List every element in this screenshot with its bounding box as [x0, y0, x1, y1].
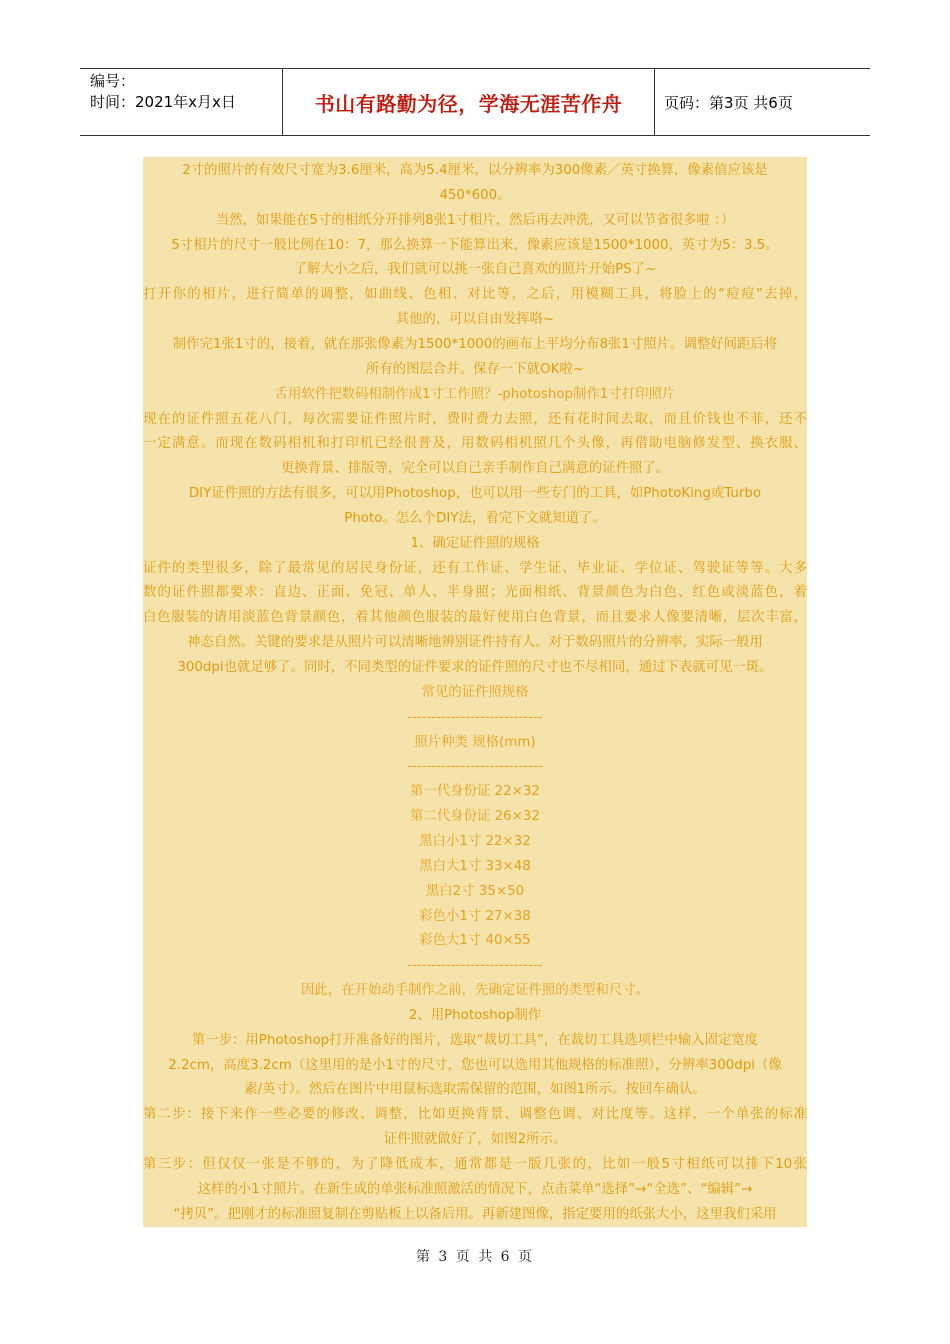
document-body	[143, 157, 807, 1227]
body-line: 第二步：接下来作一些必要的修改、调整，比如更换背景、调整色调、对比度等。这样，一个单张的标准	[143, 1107, 807, 1123]
body-line: 第三步：但仅仅一张是不够的，为了降低成本，通常都是一版几张的，比如一般5寸相纸可以排下10张	[143, 1157, 807, 1172]
body-line: 制作完1张1寸的，接着，就在那张像素为1500*1000的画布上平均分布8张1寸照片。调整好间距后将	[172, 336, 778, 352]
body-line: 其他的，可以自由发挥咯~	[395, 312, 555, 328]
body-line: 常见的证件照规格	[421, 684, 529, 700]
body-line: ----------------------------	[407, 709, 543, 725]
body-line: 照片种类 规格(mm)	[414, 734, 536, 750]
body-line: 当然，如果能在5寸的相纸分开排列8张1寸相片，然后再去冲洗，又可以节省很多啦 ：）	[215, 212, 735, 228]
body-line: 舌用软件把数码相制作成1寸工作照？-photoshop制作1寸打印照片	[274, 386, 676, 402]
body-line: ----------------------------	[407, 958, 543, 974]
body-line: 450*600。	[439, 187, 511, 203]
body-line: 数的证件照都要求：直边、正面、免冠、单人、半身照；光面相纸、背景颜色为白色、红色或淡蓝色，着	[143, 585, 807, 601]
body-line: 因此，在开始动手制作之前，先确定证件照的类型和尺寸。	[300, 983, 650, 999]
body-line: 第一代身份证 22×32	[410, 784, 540, 800]
body-line: 第一步：用Photoshop打开准备好的图片，选取“裁切工具”，在裁切工具选项栏中输入固定宽度	[191, 1032, 759, 1048]
header-page-info: 页码：第3页 共6页	[664, 93, 793, 112]
body-line: 神态自然。关键的要求是从照片可以清晰地辨别证件持有人。对于数码照片的分辨率，实际一般用	[187, 635, 763, 651]
body-line: 5寸相片的尺寸一般比例在10：7，那么换算一下能算出来，像素应该是1500*1000，英寸为5：3.5。	[171, 237, 779, 253]
body-line: 2.2cm，高度3.2cm（这里用的是小1寸的尺寸，您也可以选用其他规格的标准照），分辨率300dpi（像	[168, 1057, 782, 1073]
body-line: 所有的图层合并。保存一下就OK啦~	[365, 361, 584, 377]
body-line: ----------------------------	[407, 759, 543, 775]
body-line: 2、用Photoshop制作	[408, 1007, 542, 1023]
body-line: 白色服装的请用淡蓝色背景颜色，着其他颜色服装的最好使用白色背景，而且要求人像要清晰，层次丰富，	[143, 610, 807, 626]
body-line: 黑白小1寸 22×32	[419, 833, 531, 849]
body-line: 300dpi也就足够了。同时，不同类型的证件要求的证件照的尺寸也不尽相同，通过下表就可见一斑。	[177, 660, 773, 675]
header-motto: 书山有路勤为径，学海无涯苦作舟	[282, 69, 655, 135]
body-line: 1、确定证件照的规格	[410, 535, 540, 551]
body-line: 一定满意。而现在数码相机和打印机已经很普及，用数码相机照几个头像，再借助电脑修发型、换衣服、	[143, 436, 807, 452]
body-line: 第二代身份证 26×32	[410, 809, 540, 825]
body-line: 现在的证件照五花八门，每次需要证件照片时，费时费力去照，还有花时间去取，而且价钱也不菲，还不	[143, 411, 807, 427]
body-line: DIY证件照的方法有很多，可以用Photoshop，也可以用一些专门的工具，如PhotoKing或Turbo	[188, 486, 762, 502]
body-line: 了解大小之后，我们就可以挑一张自己喜欢的照片开始PS了~	[293, 262, 657, 278]
time-label: 时间：2021年x月x日	[90, 93, 236, 111]
page-footer: 第 3 页 共 6 页	[415, 1249, 535, 1265]
header-meta	[80, 69, 282, 135]
body-line: 黑白大1寸 33×48	[419, 858, 531, 874]
body-line: Photo。怎么个DIY法，看完下文就知道了。	[344, 510, 606, 526]
body-line: 2寸的照片的有效尺寸宽为3.6厘米，高为5.4厘米，以分辨率为300像素／英寸换算，像素值应该是	[182, 163, 768, 178]
body-line: 更换背景、排版等，完全可以自己亲手制作自己满意的证件照了。	[280, 461, 670, 477]
body-line: “拷贝”。把刚才的标准照复制在剪贴板上以备后用。再新建图像，指定要用的纸张大小，这里我们采用	[173, 1206, 777, 1222]
body-line: 素/英寸）。然后在图片中用鼠标选取需保留的范围，如图1所示。按回车确认。	[244, 1082, 706, 1098]
body-line: 证件的类型很多，除了最常见的居民身份证，还有工作证、学生证、毕业证、学位证、驾驶证等等。大多	[143, 560, 807, 576]
page-header	[80, 68, 870, 136]
body-line: 这样的小1寸照片。在新生成的单张标准照激活的情况下，点击菜单“选择”→“全选”、“编辑”→	[197, 1181, 753, 1197]
body-line: 证件照就做好了，如图2所示。	[383, 1132, 567, 1148]
number-label: 编号：	[90, 72, 136, 90]
body-line: 彩色小1寸 27×38	[419, 908, 531, 924]
body-line: 彩色大1寸 40×55	[419, 933, 531, 949]
body-line: 打开你的相片，进行简单的调整，如曲线、色相、对比等，之后，用模糊工具，将脸上的“痘痘”去掉，	[143, 287, 807, 303]
body-line: 黑白2寸 35×50	[425, 883, 525, 899]
